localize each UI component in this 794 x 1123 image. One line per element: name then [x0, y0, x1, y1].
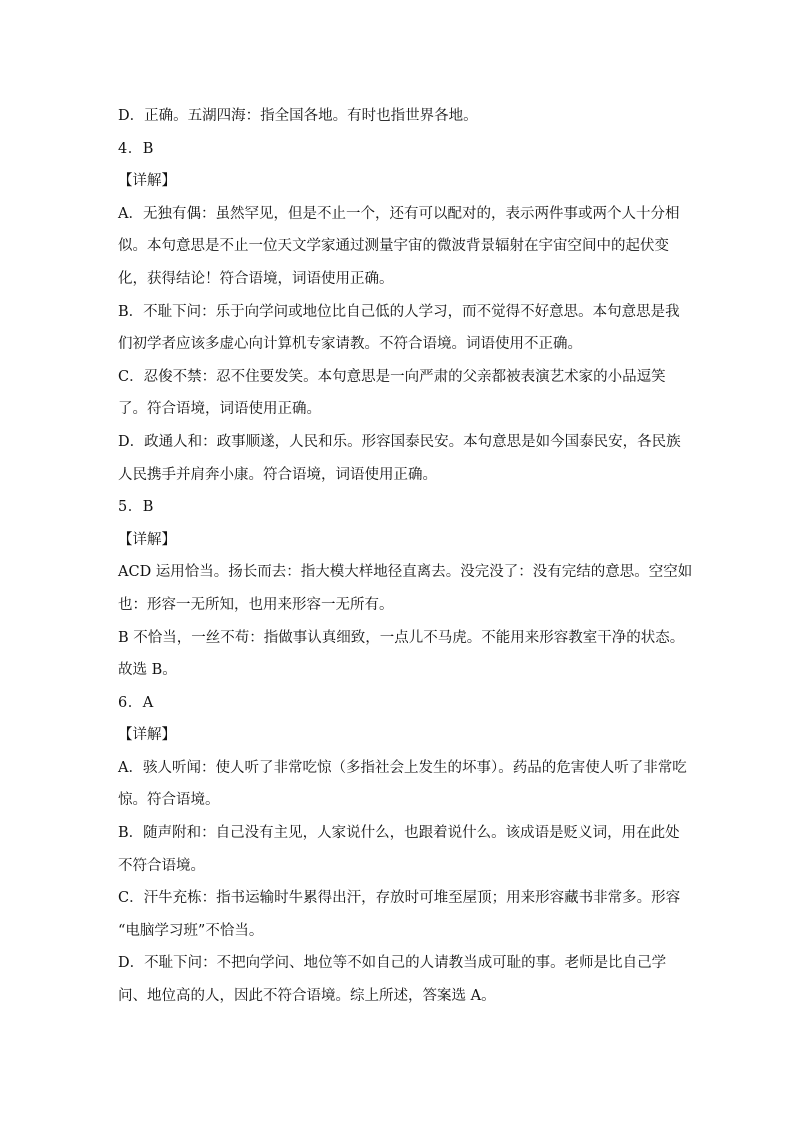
section-heading: 【详解】 — [118, 727, 176, 744]
text-line: B．不耻下问：乐于向学问或地位比自己低的人学习，而不觉得不好意思。本句意思是我 — [118, 303, 680, 320]
question-number: 5．B — [118, 499, 154, 516]
question-number: 4．B — [118, 140, 154, 157]
text-line: 问、地位高的人，因此不符合语境。综上所述，答案选 A。 — [118, 988, 496, 1005]
text-line: A．骇人听闻：使人听了非常吃惊（多指社会上发生的坏事）。药品的危害使人听了非常吃 — [118, 759, 687, 776]
text-line: 了。符合语境，词语使用正确。 — [118, 401, 321, 418]
section-heading: 【详解】 — [118, 173, 176, 190]
text-line: 不符合语境。 — [118, 857, 205, 874]
text-line: B 不恰当，一丝不苟：指做事认真细致，一点儿不马虎。不能用来形容教室干净的状态。 — [118, 629, 685, 646]
text-line: 惊。符合语境。 — [118, 792, 220, 809]
question-number: 6．A — [118, 694, 154, 711]
text-line: D．不耻下问：不把向学问、地位等不如自己的人请教当成可耻的事。老师是比自己学 — [118, 955, 667, 972]
text-line: B．随声附和：自己没有主见，人家说什么，也跟着说什么。该成语是贬义词，用在此处 — [118, 825, 680, 842]
text-line: A．无独有偶：虽然罕见，但是不止一个，还有可以配对的，表示两件事或两个人十分相 — [118, 205, 680, 222]
text-line: 化，获得结论！符合语境，词语使用正确。 — [118, 270, 394, 287]
text-line: 们初学者应该多虚心向计算机专家请教。不符合语境。词语使用不正确。 — [118, 336, 582, 353]
text-line: 也：形容一无所知，也用来形容一无所有。 — [118, 596, 394, 613]
section-heading: 【详解】 — [118, 531, 176, 548]
text-line: D．正确。五湖四海：指全国各地。有时也指世界各地。 — [118, 108, 478, 124]
text-line: 人民携手并肩奔小康。符合语境，词语使用正确。 — [118, 466, 437, 483]
text-line: 故选 B。 — [118, 662, 177, 679]
text-line: D．政通人和：政事顺遂，人民和乐。形容国泰民安。本句意思是如今国泰民安，各民族 — [118, 433, 681, 450]
text-line: C．汗牛充栋：指书运输时牛累得出汗，存放时可堆至屋顶；用来形容藏书非常多。形容 — [118, 890, 681, 907]
text-line: ACD 运用恰当。扬长而去：指大模大样地径直离去。没完没了：没有完结的意思。空空如 — [118, 564, 693, 581]
text-line: 似。本句意思是不止一位天文学家通过测量宇宙的微波背景辐射在宇宙空间中的起伏变 — [118, 238, 669, 255]
answer-explanation-body — [118, 100, 693, 1013]
text-line: “电脑学习班”不恰当。 — [118, 922, 264, 939]
text-line: C．忍俊不禁：忍不住要发笑。本句意思是一向严肃的父亲都被表演艺术家的小品逗笑 — [118, 368, 666, 385]
